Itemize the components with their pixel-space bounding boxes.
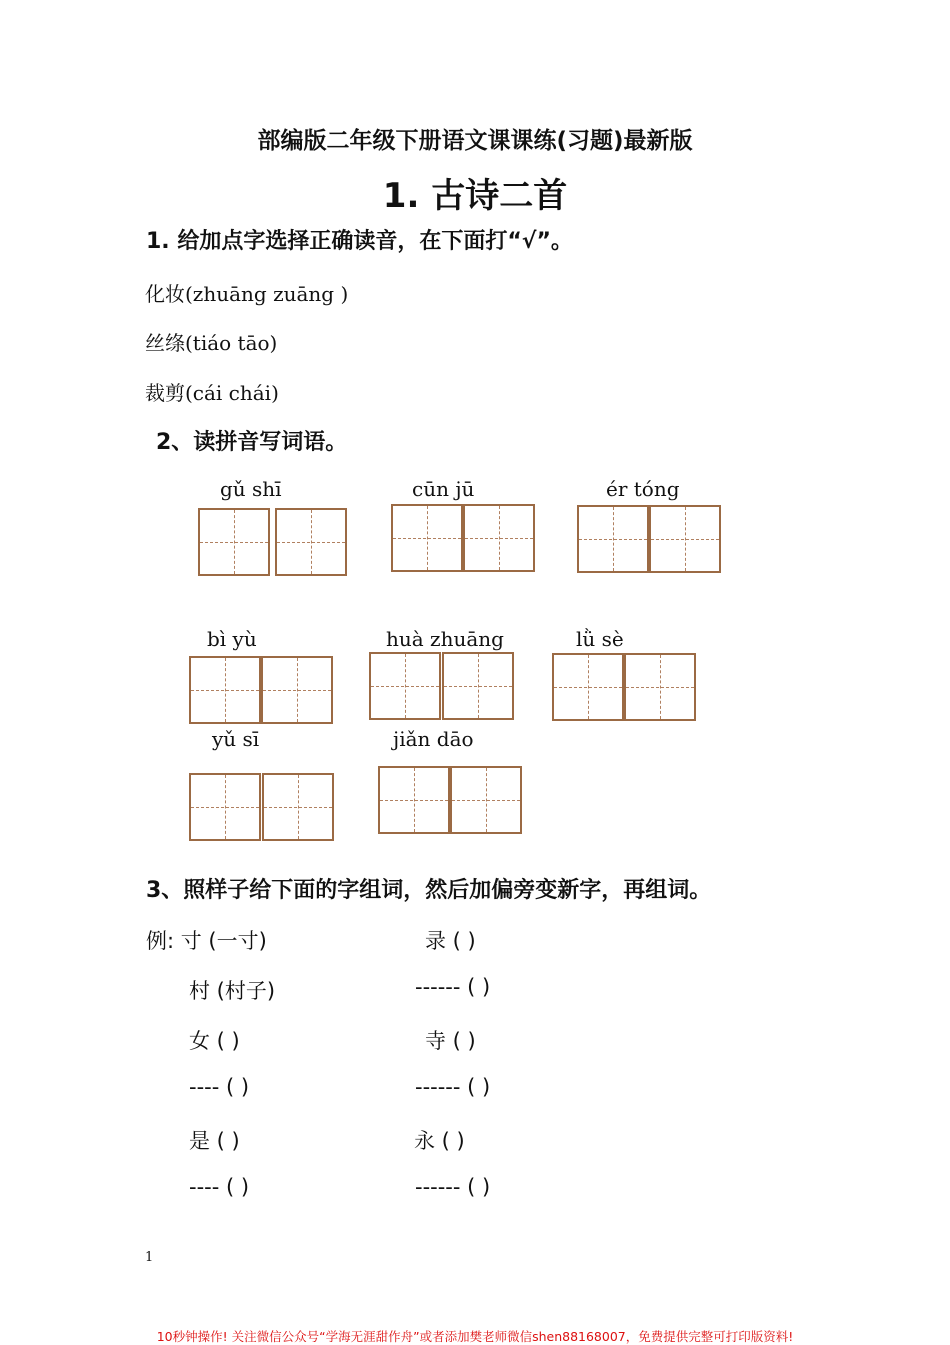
pinyin-label: bì yù [207, 627, 257, 651]
q1-line-3: 裁剪(cái chái) [145, 381, 279, 405]
q3-row-5-left: 是 ( ) [189, 1129, 240, 1153]
writing-grid-box[interactable] [552, 653, 624, 721]
q3-row-2-left: 村 (村子) [189, 979, 276, 1003]
pinyin-label: yǔ sī [212, 727, 260, 751]
q3-row-3-right: 寺 ( ) [425, 1029, 476, 1053]
q3-row-4-left: ---- ( ) [189, 1075, 250, 1099]
question-1-prompt: 1. 给加点字选择正确读音，在下面打“√”。 [146, 229, 573, 254]
pinyin-label: ér tóng [606, 477, 680, 501]
writing-grid-box[interactable] [262, 773, 334, 841]
pinyin-label: lǜ sè [576, 627, 624, 651]
q3-row-1-left: 例: 寸 (一寸) [146, 929, 267, 953]
q3-row-6-left: ---- ( ) [189, 1175, 250, 1199]
writing-grid-box[interactable] [369, 652, 441, 720]
page-number: 1 [145, 1250, 154, 1265]
pinyin-label: gǔ shī [220, 477, 282, 501]
writing-grid-box[interactable] [198, 508, 270, 576]
footer-promo-text: 10秒钟操作! 关注微信公众号“学海无涯甜作舟”或者添加樊老师微信shen88168007，免费提供完整可打印版资料! [156, 1329, 794, 1344]
document-title: 部编版二年级下册语文课课练(习题)最新版 [257, 128, 693, 154]
writing-grid-box[interactable] [275, 508, 347, 576]
lesson-title: 1. 古诗二首 [382, 176, 568, 216]
writing-grid-box[interactable] [450, 766, 522, 834]
writing-grid-box[interactable] [378, 766, 450, 834]
pinyin-label: jiǎn dāo [393, 727, 474, 751]
q3-row-5-right: 永 ( ) [414, 1129, 465, 1153]
q1-line-1: 化妆(zhuāng zuāng ) [145, 282, 349, 306]
question-2-prompt: 2、读拼音写词语。 [156, 430, 348, 455]
writing-grid-box[interactable] [391, 504, 463, 572]
writing-grid-box[interactable] [577, 505, 649, 573]
pinyin-label: huà zhuāng [386, 627, 504, 651]
writing-grid-box[interactable] [624, 653, 696, 721]
q3-row-3-left: 女 ( ) [189, 1029, 240, 1053]
writing-grid-box[interactable] [442, 652, 514, 720]
q3-row-4-right: ------ ( ) [415, 1075, 491, 1099]
question-3-prompt: 3、照样子给下面的字组词，然后加偏旁变新字，再组词。 [146, 878, 712, 903]
q3-row-6-right: ------ ( ) [415, 1175, 491, 1199]
writing-grid-box[interactable] [189, 773, 261, 841]
q3-row-2-right: ------ ( ) [415, 975, 491, 999]
writing-grid-box[interactable] [189, 656, 261, 724]
writing-grid-box[interactable] [649, 505, 721, 573]
writing-grid-box[interactable] [261, 656, 333, 724]
q3-row-1-right: 录 ( ) [425, 929, 476, 953]
q1-line-2: 丝绦(tiáo tāo) [145, 331, 278, 355]
writing-grid-box[interactable] [463, 504, 535, 572]
pinyin-label: cūn jū [412, 477, 475, 501]
